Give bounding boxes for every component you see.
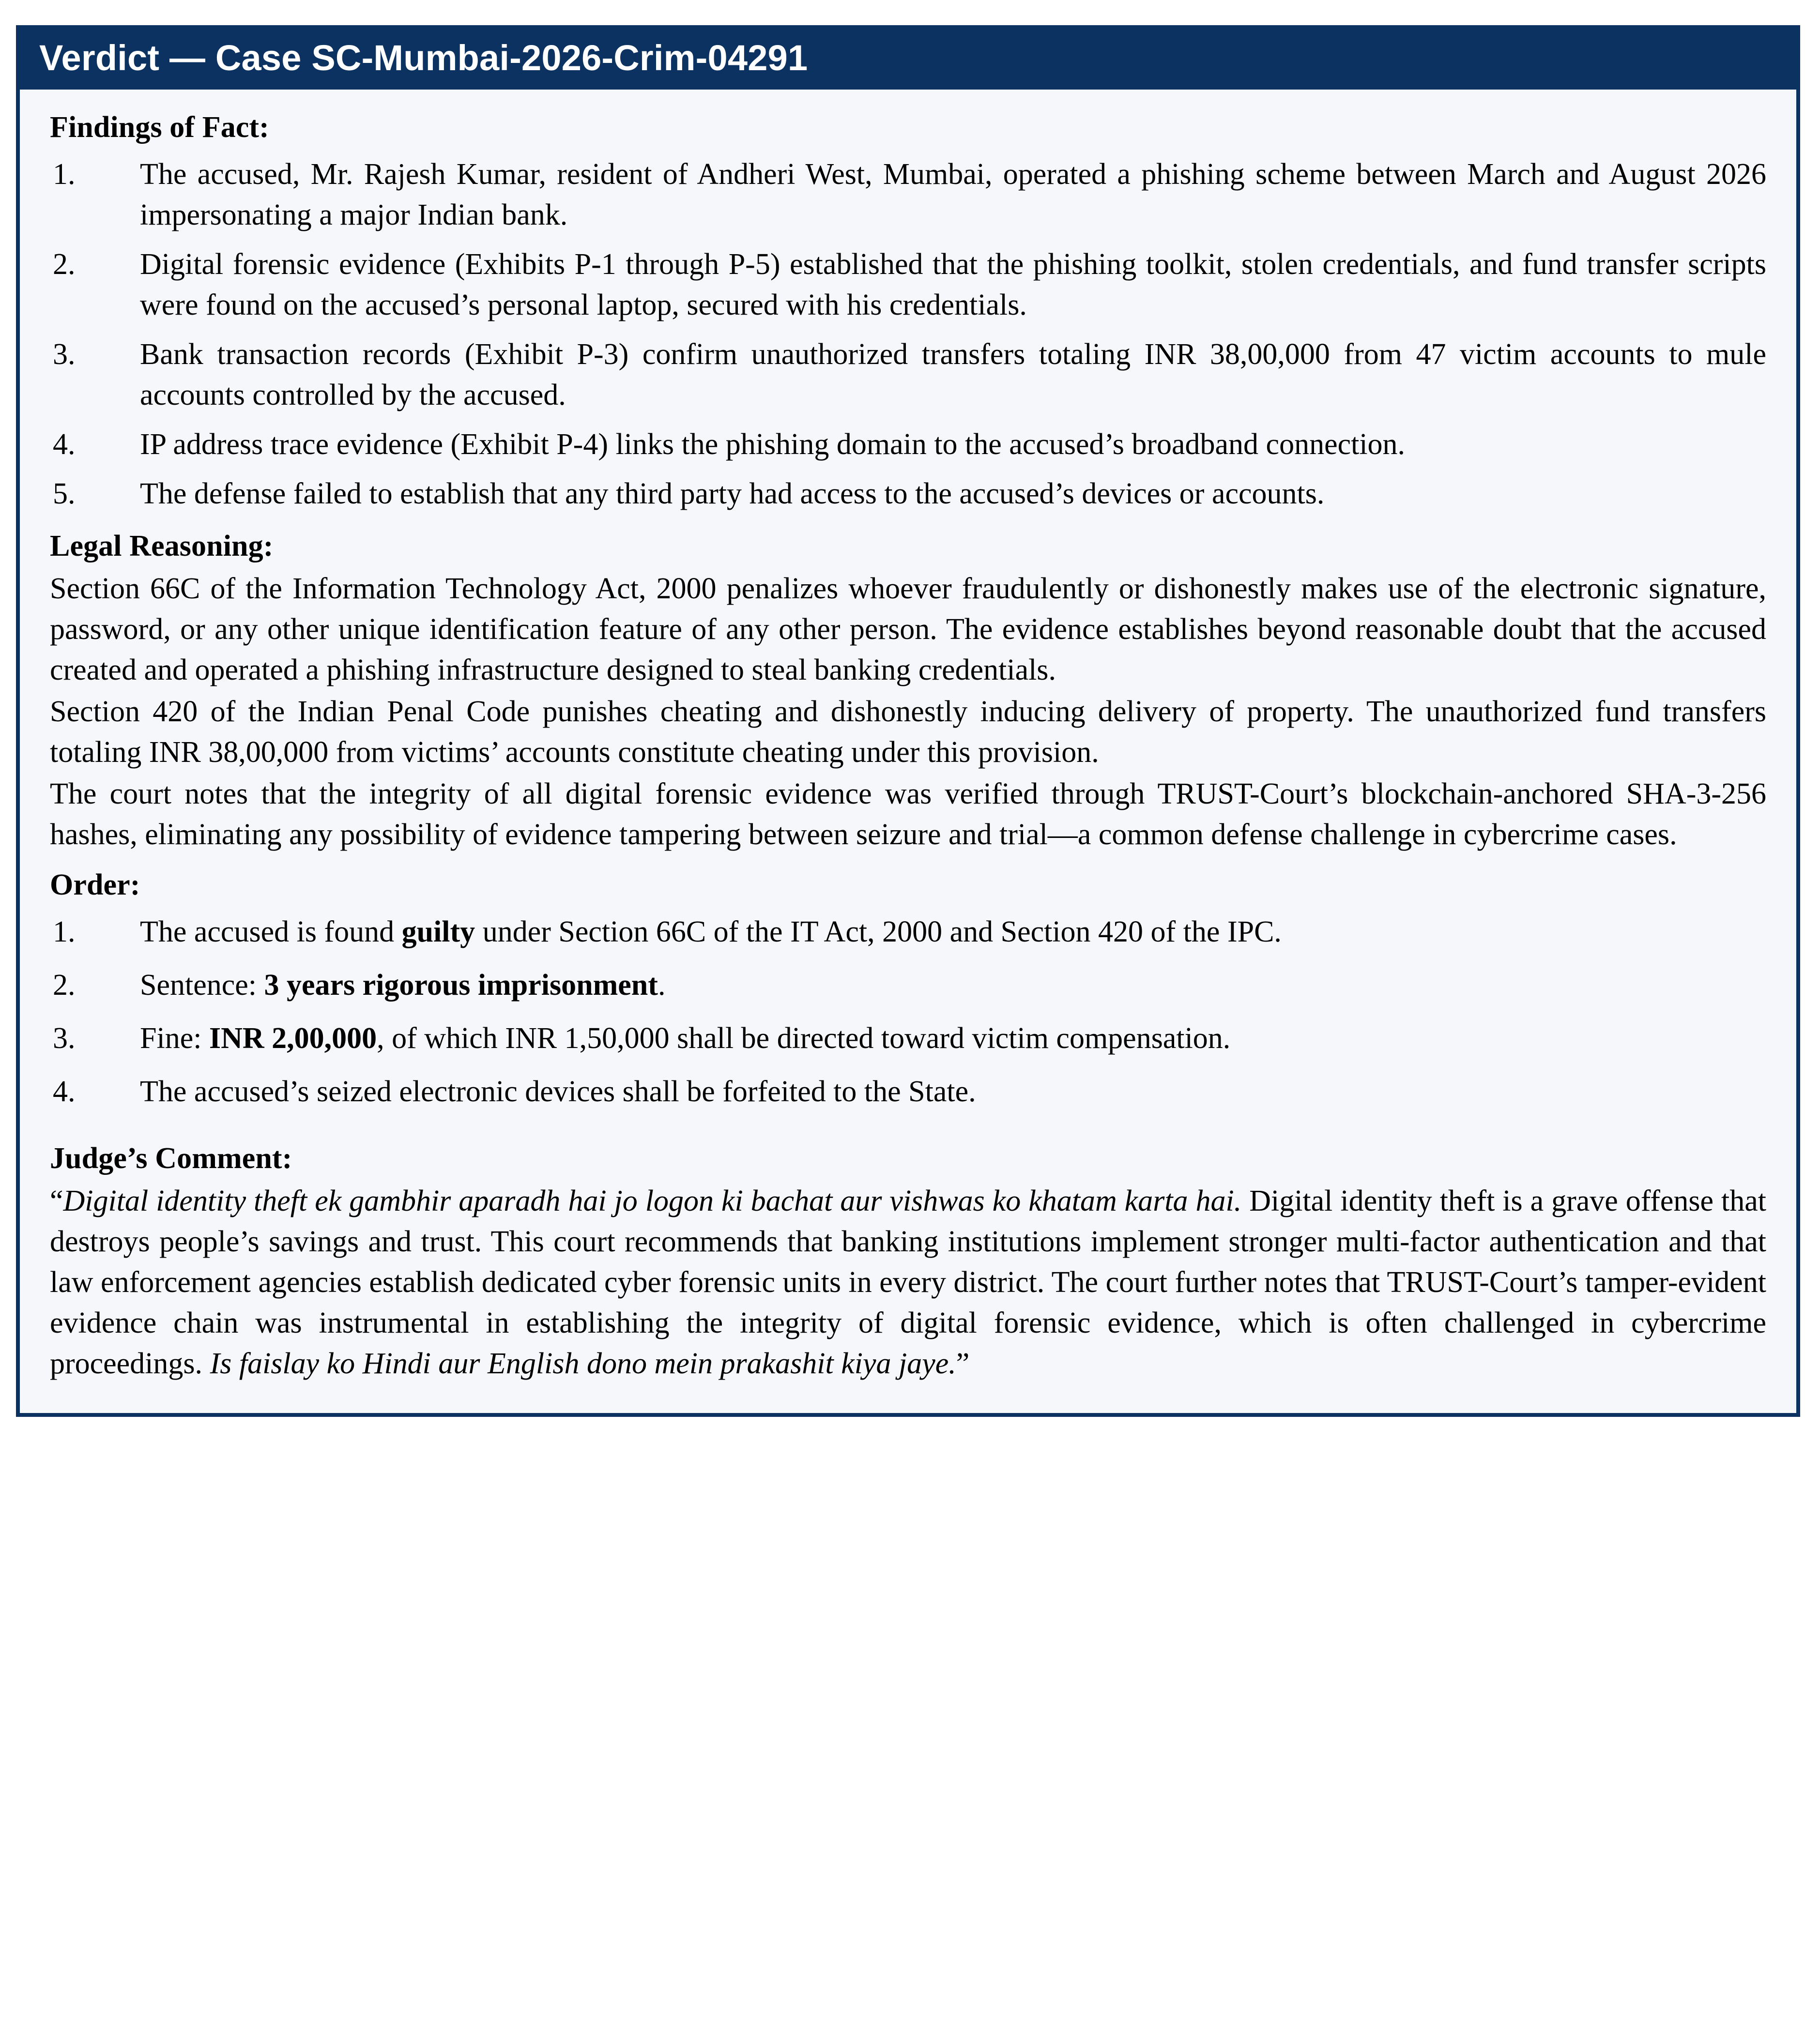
order-item-prefix: The accused’s seized electronic devices shall be forfeited to the State. [140, 1075, 976, 1108]
order-item-emphasis: 3 years rigorous imprisonment [264, 968, 658, 1002]
legal-reasoning-paragraph: Section 420 of the Indian Penal Code punishes cheating and dishonestly inducing delivery of property. The unauthorized fund transfers totaling INR 38,00,000 from victims’ accounts constitute cheating under this provision. [50, 695, 1766, 769]
list-item [50, 334, 1766, 415]
order-item-prefix: Fine: [140, 1021, 209, 1055]
order-item-suffix: . [658, 968, 666, 1002]
verdict-title: Verdict — Case SC-Mumbai-2026-Crim-04291 [39, 38, 808, 78]
spacer [50, 517, 1766, 527]
legal-reasoning-paragraph: Section 66C of the Information Technology Act, 2000 penalizes whoever fraudulently or dishonestly makes use of the electronic signature, password, or any other unique identification feature of any other person. The evidence establishes beyond reasonable doubt that the accused created and operated a phishing infrastructure designed to steal banking credentials. [50, 572, 1766, 687]
list-item [50, 965, 1766, 1005]
hindi-transliteration-closing: Is faislay ko Hindi aur English dono mein prakashit kiya jaye. [210, 1347, 956, 1381]
judges-comment-english: Digital identity theft is a grave offense that destroys people’s savings and trust. This court recommends that banking institutions implement stronger multi-factor authentication and that law enforcement agencies establish dedicated cyber forensic units in every district. The court further notes that TRUST-Court’s tamper-evident evidence chain was instrumental in establishing the integrity of digital forensic evidence, which is often challenged in cybercrime proceedings. [50, 1185, 1766, 1381]
list-item [50, 1018, 1766, 1059]
hindi-transliteration-opening: Digital identity theft ek gambhir aparadh hai jo logon ki bachat aur vishwas ko khatam karta hai. [63, 1185, 1242, 1218]
spacer [50, 1124, 1766, 1139]
list-item [50, 1071, 1766, 1112]
legal-reasoning-heading: Legal Reasoning: [50, 529, 274, 562]
order-item-prefix: The accused is found [140, 915, 402, 948]
findings-item-text: The defense failed to establish that any third party had access to the accused’s devices or accounts. [140, 477, 1325, 510]
verdict-panel [16, 25, 1800, 1417]
judges-comment-text [50, 1181, 1766, 1384]
list-item [50, 473, 1766, 514]
findings-item-text: IP address trace evidence (Exhibit P-4) links the phishing domain to the accused’s broadband connection. [140, 427, 1406, 461]
order-item-suffix: , of which INR 1,50,000 shall be directed toward victim compensation. [377, 1021, 1231, 1055]
verdict-body [20, 90, 1796, 1413]
order-heading: Order: [50, 868, 140, 902]
order-item-emphasis: guilty [401, 915, 475, 948]
order-item-emphasis: INR 2,00,000 [209, 1021, 377, 1055]
verdict-header-bar [20, 29, 1796, 90]
list-item [50, 912, 1766, 952]
findings-item-text: Digital forensic evidence (Exhibits P-1 through P-5) established that the phishing toolkit, stolen credentials, and fund transfer scripts were found on the accused’s personal laptop, secured with his credentials. [140, 247, 1766, 321]
findings-item-text: Bank transaction records (Exhibit P-3) confirm unauthorized transfers totaling INR 38,00,000 from 47 victim accounts to mule accounts controlled by the accused. [140, 337, 1766, 411]
list-item [50, 244, 1766, 325]
open-quote: “ [50, 1185, 63, 1218]
order-item-prefix: Sentence: [140, 968, 264, 1002]
order-item-suffix: under Section 66C of the IT Act, 2000 and Section 420 of the IPC. [475, 915, 1282, 948]
findings-of-fact-heading: Findings of Fact: [50, 110, 269, 144]
legal-reasoning-paragraph: The court notes that the integrity of all digital forensic evidence was verified through TRUST-Court’s blockchain-anchored SHA-3-256 hashes, eliminating any possibility of evidence tampering between seizure and trial—a common defense challenge in cybercrime cases. [50, 777, 1766, 851]
findings-item-text: The accused, Mr. Rajesh Kumar, resident of Andheri West, Mumbai, operated a phishing scheme between March and August 2026 impersonating a major Indian bank. [140, 157, 1766, 231]
order-list [50, 912, 1766, 1112]
list-item [50, 154, 1766, 235]
close-quote: ” [956, 1347, 970, 1381]
list-item [50, 424, 1766, 465]
findings-of-fact-list [50, 154, 1766, 514]
judges-comment-heading: Judge’s Comment: [50, 1141, 292, 1175]
